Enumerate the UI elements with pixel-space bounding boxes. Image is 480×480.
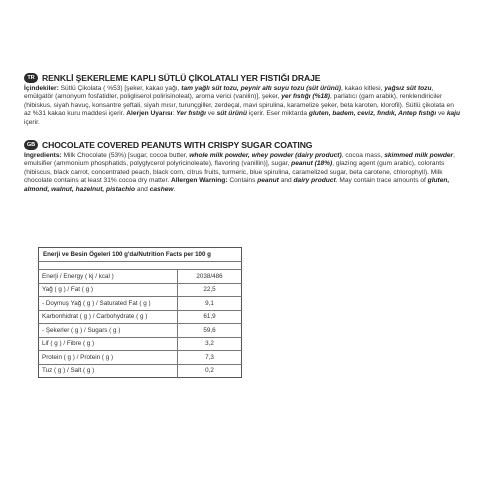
nutrition-spacer-row: [39, 262, 242, 270]
tr-text-6: ve: [205, 110, 217, 118]
gb-text-2: , cocoa mass,: [341, 152, 385, 159]
tr-text-2: , kakao kitlesi,: [340, 85, 385, 92]
nutrient-value: 0,2: [178, 364, 242, 378]
gb-ingredients-label: Ingredients:: [24, 152, 62, 159]
gb-bold-2: skimmed milk powder: [384, 152, 454, 159]
gb-text-1: Milk Chocolate (53%) [sugar, cocoa butter,: [61, 152, 190, 159]
nutrient-value: 22,5: [178, 283, 242, 297]
english-title: CHOCOLATE COVERED PEANUTS WITH CRISPY SUGAR COATING: [42, 140, 313, 150]
gb-allergen-label: Allergen Warning:: [170, 177, 228, 185]
gb-bold-8: cashew: [149, 185, 174, 193]
gb-bold-5: peanut: [257, 177, 279, 185]
table-row: [39, 310, 242, 324]
tr-text-5: :: [172, 110, 177, 118]
english-section: [24, 140, 462, 194]
table-row: [39, 351, 242, 365]
gb-text-8: and: [135, 185, 150, 193]
tr-bold-8: kaju: [446, 110, 461, 118]
tr-language-badge: TR: [24, 73, 38, 83]
turkish-section: [24, 73, 462, 127]
table-row: [39, 324, 242, 338]
gb-bold-1: whole milk powder, whey powder (dairy product): [189, 152, 342, 159]
gb-text-4: , glazing agent (gum arabic), colorants (hibiscus, black carrot, concentrated peach, black corn, citrus fruits, turmeric, blue spirulina, caramelized sugar, beta carotene, chlorophyll). Milk chocolate contains at least 31% cocoa dry matter.: [24, 160, 445, 185]
gb-bold-6: dairy product: [293, 177, 336, 185]
tr-text-7: içerir. Eser miktarda: [246, 110, 309, 118]
nutrient-label: - Şekerler ( g ) / Sugars ( g ): [39, 324, 178, 338]
nutrient-value: 59,6: [178, 324, 242, 338]
nutrition-table: [38, 247, 242, 378]
table-row: [39, 270, 242, 284]
gb-text-6: and: [278, 177, 294, 185]
nutrition-spacer: [39, 262, 242, 270]
tr-allergen-label: Alerjen Uyarısı: [126, 110, 173, 118]
nutrition-header: Enerji ve Besin Ögeleri 100 g'da/Nutrition Facts per 100 g: [43, 251, 211, 258]
nutrient-label: Protein ( g ) / Protein ( g ): [39, 351, 178, 365]
nutrient-value: 2038/486: [178, 270, 242, 284]
english-ingredients: [24, 152, 462, 194]
table-row: [39, 364, 242, 378]
tr-text-1: Sütlü Çikolata ( %53) [şeker, kakao yağı,: [58, 85, 182, 92]
turkish-ingredients: [24, 85, 462, 127]
tr-bold-1: tam yağlı süt tozu, peynir altı suyu tozu (süt ürünü): [181, 85, 341, 92]
nutrient-label: Yağ ( g ) / Fat ( g ): [39, 283, 178, 297]
tr-text-3: , emülgatör (amonyum fosfatidler, poligliserol polirisinoleat), aroma verici (vanilin)], şeker,: [24, 85, 434, 101]
tr-ingredients-label: İçindekiler:: [24, 85, 59, 92]
nutrient-value: 61,9: [178, 310, 242, 324]
tr-bold-5: Yer fıstığı: [176, 110, 206, 118]
table-row: [39, 297, 242, 311]
nutrient-label: Karbonhidrat ( g ) / Carbohydrate ( g ): [39, 310, 178, 324]
english-heading: [24, 140, 462, 150]
turkish-heading: [24, 73, 462, 83]
tr-text-4: , parlatıcı (gam arabik), renklendiriciler (hibiskus, siyah havuç, konsantre şeftali, siyah mısır, turunçgiller, zerdeçal, mavi spirulina, karamelize şeker, beta karoten, klorofil). Sütlü çikolata en az %31 kakao kuru maddesi içerir.: [24, 93, 454, 118]
nutrient-value: 7,3: [178, 351, 242, 365]
gb-text-7: . May contain trace amounts of: [335, 177, 428, 185]
gb-bold-7: gluten, almond, walnut, hazelnut, pistachio: [24, 177, 450, 193]
gb-text-3: , emulsifier (ammonium phosphatids, polyglycerol polyricinoleate), flavoring (vanillin)], sugar,: [24, 152, 455, 168]
gb-language-badge: GB: [24, 140, 38, 150]
tr-bold-7: gluten, badem, ceviz, fındık, Antep fıstığı: [308, 110, 437, 118]
nutrient-label: Lif ( g ) / Fibre ( g ): [39, 337, 178, 351]
table-row: [39, 283, 242, 297]
gb-text-9: .: [173, 185, 176, 193]
turkish-title: RENKLİ ŞEKERLEME KAPLI SÜTLÜ ÇİKOLATALI YER FISTIĞI DRAJE: [42, 73, 321, 83]
gb-text-5: Contains: [227, 177, 258, 185]
nutrient-label: Enerji / Energy ( kj / kcal ): [39, 270, 178, 284]
tr-text-8: ve: [436, 110, 447, 118]
nutrient-label: - Doymuş Yağ ( g ) / Saturated Fat ( g ): [39, 297, 178, 311]
tr-text-9: içerir.: [24, 118, 40, 126]
tr-bold-6: süt ürünü: [216, 110, 247, 118]
nutrient-label: Tuz ( g ) / Salt ( g ): [39, 364, 178, 378]
table-row: [39, 337, 242, 351]
nutrition-header-row: [39, 248, 242, 262]
gb-bold-3: peanut (18%): [291, 160, 333, 168]
tr-bold-3: yer fıstığı (%18): [281, 93, 331, 101]
tr-bold-2: yağsız süt tozu: [384, 85, 432, 92]
nutrient-value: 3,2: [178, 337, 242, 351]
nutrient-value: 9,1: [178, 297, 242, 311]
